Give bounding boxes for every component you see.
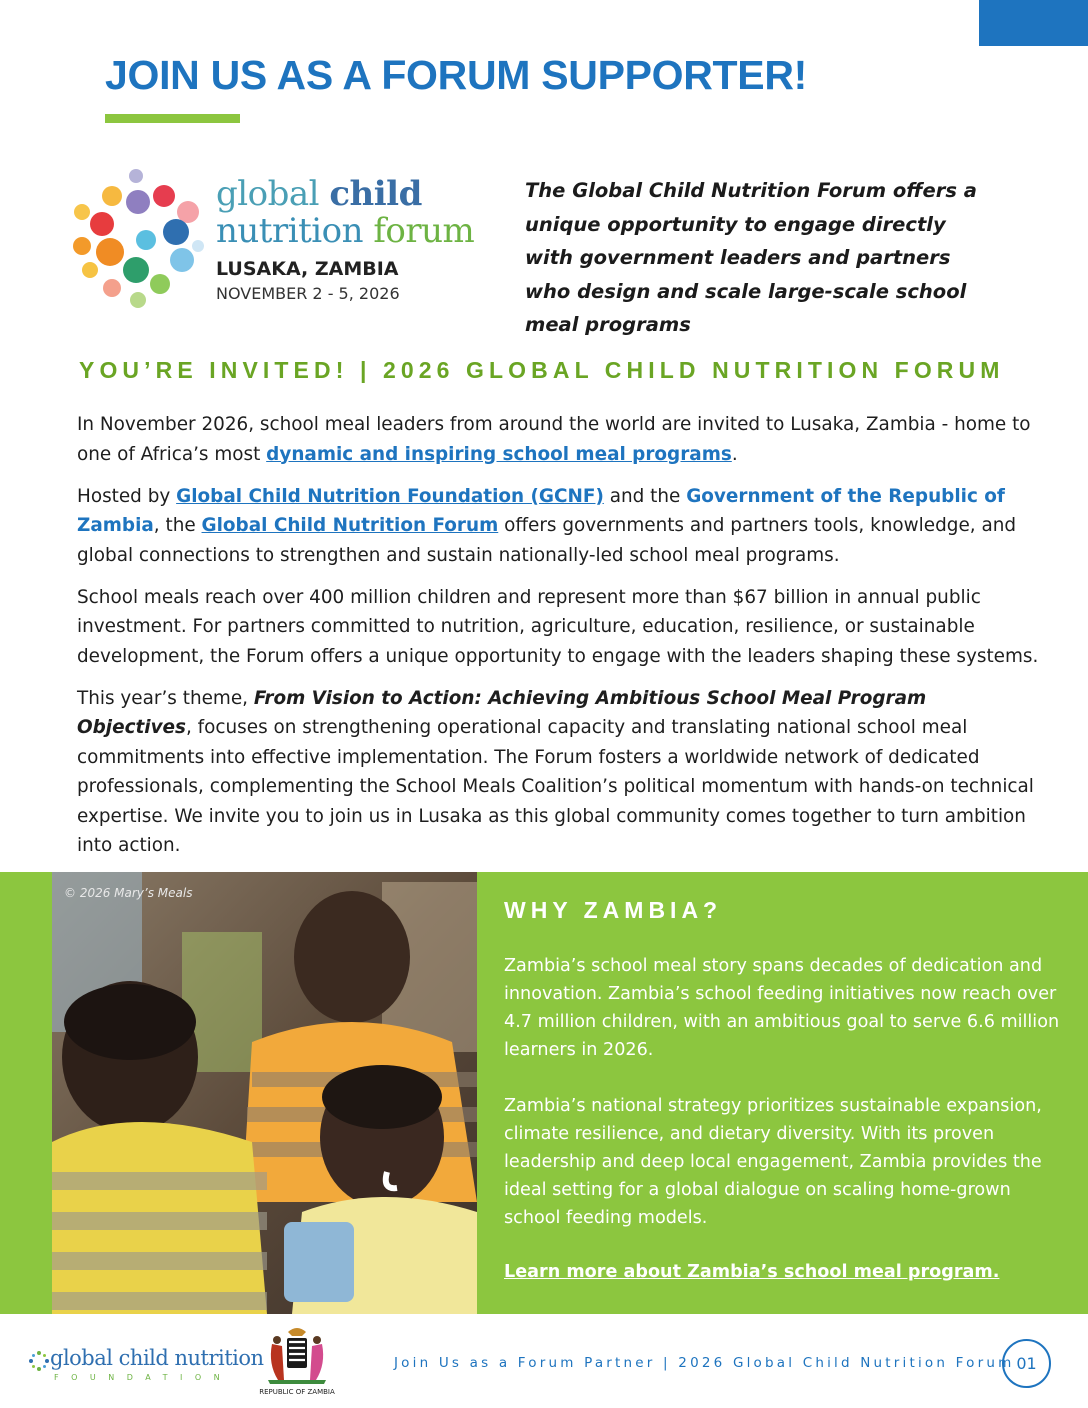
invite-body xyxy=(77,410,1047,873)
corner-tab xyxy=(979,0,1088,46)
footer-caption: Join Us as a Forum Partner | 2026 Global Child Nutrition Forum xyxy=(394,1355,1015,1371)
children-photo xyxy=(52,872,477,1314)
logo-text-line1: global child xyxy=(216,174,422,214)
coat-of-arms-label: REPUBLIC OF ZAMBIA xyxy=(259,1388,335,1396)
logo-dates: NOVEMBER 2 - 5, 2026 xyxy=(216,284,400,303)
gcnf-sparkle-icon xyxy=(28,1350,50,1372)
paragraph-1: In November 2026, school meal leaders from around the world are invited to Lusaka, Zambia - home to one of Africa’s most dynamic and inspiring school meal programs. xyxy=(77,414,1031,465)
page-title: JOIN US AS A FORUM SUPPORTER! xyxy=(105,52,808,98)
why-zambia-body xyxy=(504,952,1064,1260)
title-rule xyxy=(105,114,240,123)
photo-credit: © 2026 Mary’s Meals xyxy=(64,886,193,900)
school-meal-programs-link[interactable]: dynamic and inspiring school meal programs xyxy=(266,443,732,465)
forum-logo-mark-icon xyxy=(72,166,208,310)
zambia-government-name: Government of the Republic of Zambia xyxy=(77,485,1005,536)
paragraph-2: Hosted by Global Child Nutrition Foundation (GCNF) and the Government of the Republic of Zambia, the Global Child Nutrition Forum offers governments and partners tools, knowledge, and global connections to strengthen and sustain nationally-led school meal programs. xyxy=(77,485,1017,566)
forum-logo xyxy=(72,166,492,314)
intro-quote: The Global Child Nutrition Forum offers a unique opportunity to engage directly with government leaders and partners who design and scale large-scale school meal programs xyxy=(525,179,977,336)
gcnf-footer-logo-sub: FOUNDATION xyxy=(54,1373,233,1382)
invite-heading: YOU’RE INVITED! | 2026 GLOBAL CHILD NUTRITION FORUM xyxy=(79,357,1005,383)
paragraph-3: School meals reach over 400 million children and represent more than $67 billion in annual public investment. For partners committed to nutrition, agriculture, education, resilience, or sustainable development, the Forum offers a unique opportunity to engage with the leaders shaping these systems. xyxy=(77,586,1039,667)
zambia-coat-of-arms-icon xyxy=(258,1324,336,1386)
logo-text-line2: nutrition forum xyxy=(216,211,475,251)
page-number: 01 xyxy=(1002,1339,1051,1388)
forum-link[interactable]: Global Child Nutrition Forum xyxy=(201,515,499,536)
why-paragraph-1: Zambia’s school meal story spans decades of dedication and innovation. Zambia’s school feeding initiatives now reach over 4.7 million children, with an ambitious goal to serve 6.6 million learners in 2026. xyxy=(504,956,1060,1060)
gcnf-link[interactable]: Global Child Nutrition Foundation (GCNF) xyxy=(176,485,604,507)
why-zambia-heading: WHY ZAMBIA? xyxy=(504,897,723,923)
children-photo-illustration xyxy=(52,872,477,1314)
gcnf-footer-logo xyxy=(28,1346,264,1386)
forum-theme: From Vision to Action: Achieving Ambitious School Meal Program Objectives xyxy=(77,687,927,738)
paragraph-4: This year’s theme, From Vision to Action: Achieving Ambitious School Meal Program Objectives, focuses on strengthening operational capacity and translating national school meal commitments into effective implementation. The Forum fosters a worldwide network of dedicated professionals, complementing the School Meals Coalition’s political momentum with hands-on technical expertise. We invite you to join us in Lusaka as this global community comes together to turn ambition into action. xyxy=(77,687,1034,856)
why-paragraph-2: Zambia’s national strategy prioritizes sustainable expansion, climate resilience, and dietary diversity. With its proven leadership and deep local engagement, Zambia provides the ideal setting for a global dialogue on scaling home-grown school feeding models. xyxy=(504,1096,1042,1228)
zambia-program-link[interactable]: Learn more about Zambia’s school meal program. xyxy=(504,1262,1000,1282)
logo-city: LUSAKA, ZAMBIA xyxy=(216,258,399,280)
gcnf-footer-logo-text: global child nutrition xyxy=(50,1346,264,1370)
